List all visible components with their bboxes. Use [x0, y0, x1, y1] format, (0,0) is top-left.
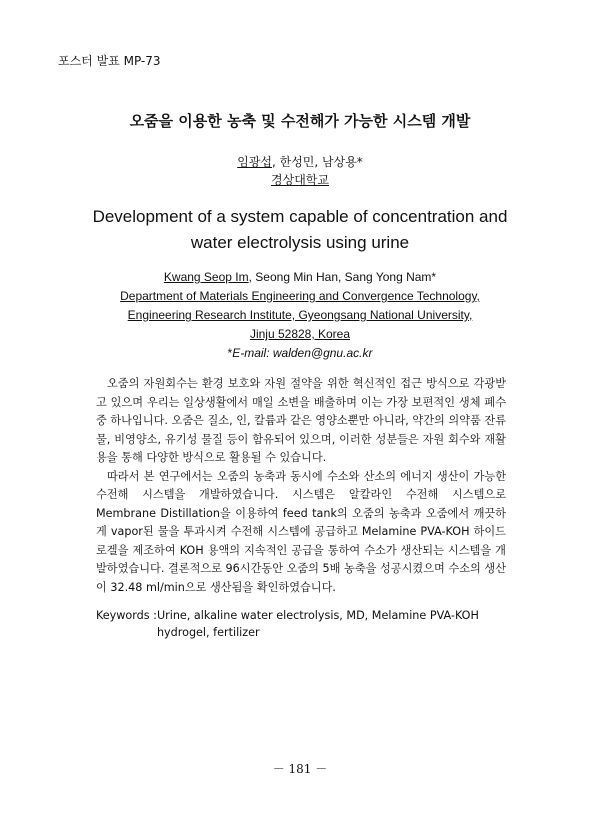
- keywords-label: Keywords :: [96, 609, 157, 622]
- poster-label: 포스터 발표 MP-73: [58, 54, 161, 68]
- english-author-block: [0, 268, 600, 363]
- english-first-author: Kwang Seop Im: [163, 270, 249, 284]
- abstract-paragraph-2: 따라서 본 연구에서는 오줌의 농축과 동시에 수소와 산소의 에너지 생산이 가능한 수전해 시스템을 개발하였습니다. 시스템은 알칼라인 수전해 시스템으로 Membrane Distillation을 이용하여 feed tank의 오줌의 농축과 오줌에서 깨끗하게 vapor된 물을 투과시켜 수전해 시스템에 공급하고 Melamine PVA-KOH 하이드로겔을 제조하여 KOH 용액의 지속적인 공급을 통하여 수소가 생산되는 시스템을 개발하였습니다. 결론적으로 96시간동안 오줌의 5배 농축을 성공시켰으며 수소의 생산이 32.48 ml/min으로 생산됨을 확인하였습니다.: [96, 469, 506, 594]
- email-line: *E-mail: walden@gnu.ac.kr: [227, 346, 373, 360]
- page-number: － 181 －: [272, 762, 328, 776]
- email-address: E-mail: walden@gnu.ac.kr: [232, 346, 373, 360]
- abstract-paragraph-1: 오줌의 자원회수는 환경 보호와 자원 절약을 위한 혁신적인 접근 방식으로 각광받고 있으며 우리는 일상생활에서 매일 소변을 배출하며 이는 가장 보편적인 생체 폐수 중 하나입니다. 오줌은 질소, 인, 칼륨과 같은 영양소뿐만 아니라, 약간의 의약품 잔류물, 비영양소, 유기성 물질 등이 함유되어 있으며, 이러한 성분들은 자원 회수와 재활용을 통해 다양한 방식으로 활용될 수 있습니다.: [96, 377, 506, 464]
- korean-affiliation: 경상대학교: [271, 173, 329, 187]
- korean-title: 오줌을 이용한 농축 및 수전해가 가능한 시스템 개발: [129, 112, 471, 130]
- affiliation-line-2: Engineering Research Institute, Gyeongsang National University,: [127, 308, 473, 322]
- english-title: Development of a system capable of concentration and water electrolysis using urine: [92, 207, 508, 252]
- korean-other-authors: , 한성민, 남상용*: [271, 155, 363, 169]
- korean-authors: [0, 153, 600, 170]
- affiliation-line-3: Jinju 52828, Korea: [249, 327, 351, 341]
- abstract: [96, 375, 506, 597]
- korean-first-author: 임광섭: [237, 155, 272, 169]
- english-other-authors: , Seong Min Han, Sang Yong Nam*: [248, 270, 437, 284]
- keywords: [96, 607, 506, 641]
- english-authors: [0, 268, 600, 287]
- keywords-text: Urine, alkaline water electrolysis, MD, Melamine PVA-KOH hydrogel, fertilizer: [156, 609, 479, 639]
- affiliation-line-1: Department of Materials Engineering and Convergence Technology,: [120, 289, 480, 303]
